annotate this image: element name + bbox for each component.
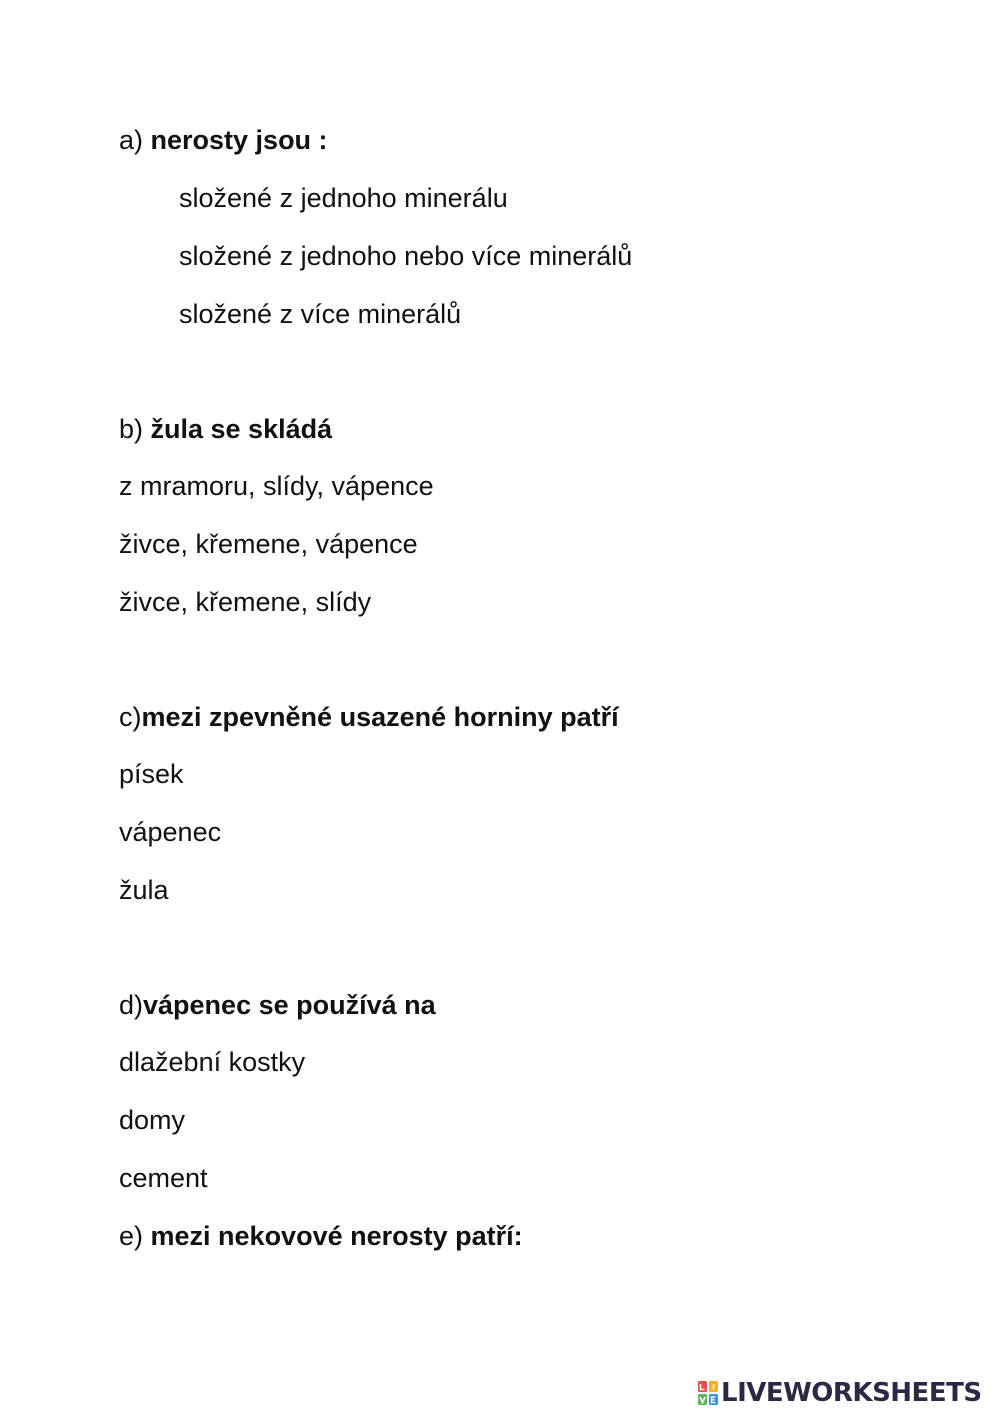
question-c-heading xyxy=(119,701,619,733)
question-b-option-1[interactable]: z mramoru, slídy, vápence xyxy=(119,471,434,501)
question-d-option-1[interactable]: dlažební kostky xyxy=(119,1047,306,1077)
question-a-heading xyxy=(119,124,328,156)
question-d-prefix: d) xyxy=(119,990,144,1020)
question-e-heading xyxy=(119,1220,523,1252)
question-d-option-2[interactable]: domy xyxy=(119,1105,186,1135)
question-c-option-3[interactable]: žula xyxy=(119,875,169,905)
question-a-option-2[interactable]: složené z jednoho nebo více minerálů xyxy=(179,241,633,271)
question-a-option-3[interactable]: složené z více minerálů xyxy=(179,299,462,329)
question-a-option-1[interactable]: složené z jednoho minerálu xyxy=(179,183,508,213)
question-b-heading xyxy=(119,413,332,445)
question-e-title: mezi nekovové nerosty patří: xyxy=(150,1221,523,1251)
question-b-title: žula se skládá xyxy=(150,414,333,444)
question-e-prefix: e) xyxy=(119,1221,151,1251)
liveworksheets-mark-icon xyxy=(697,1380,719,1406)
question-a-title: nerosty jsou : xyxy=(150,125,328,155)
question-b-option-2[interactable]: živce, křemene, vápence xyxy=(119,529,418,559)
question-c-title: mezi zpevněné usazené horniny patří xyxy=(141,702,619,732)
question-a-prefix: a) xyxy=(119,125,151,155)
question-d-option-3[interactable]: cement xyxy=(119,1163,208,1193)
liveworksheets-logo xyxy=(697,1378,982,1408)
question-b-prefix: b) xyxy=(119,414,151,444)
question-d-title: vápenec se používá na xyxy=(143,990,436,1020)
question-c-prefix: c) xyxy=(119,702,142,732)
question-c-option-2[interactable]: vápenec xyxy=(119,817,222,847)
liveworksheets-wordmark: LIVEWORKSHEETS xyxy=(721,1378,982,1408)
question-b-option-3[interactable]: živce, křemene, slídy xyxy=(119,587,372,617)
question-d-heading xyxy=(119,989,436,1021)
question-c-option-1[interactable]: písek xyxy=(119,759,184,789)
